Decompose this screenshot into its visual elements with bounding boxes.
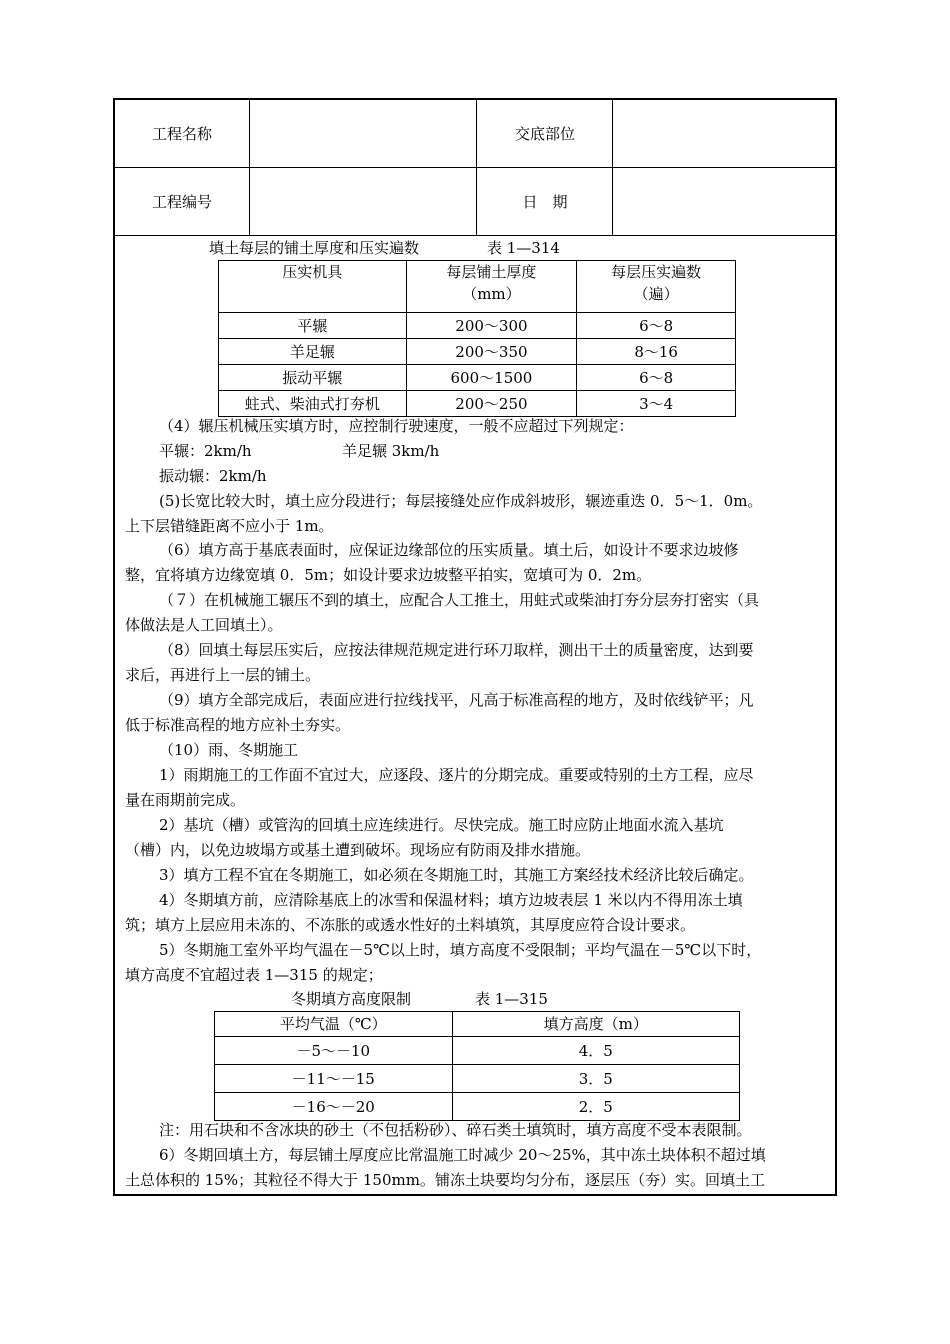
table-header-cell: 平均气温（℃） <box>215 1012 453 1037</box>
table-header-cell: 填方高度（m） <box>452 1012 739 1037</box>
paragraph-line: 振动辗：2km/h <box>159 467 267 485</box>
paragraph-line: （10）雨、冬期施工 <box>159 741 299 759</box>
document-frame <box>113 98 837 1196</box>
table1-caption: 填土每层的铺土厚度和压实遍数 <box>209 239 420 257</box>
paragraph-line: 求后，再进行上一层的铺土。 <box>125 666 321 684</box>
paragraph-line: （9）填方全部完成后，表面应进行拉线找平，凡高于标准高程的地方，及时依线铲平；凡 <box>159 691 754 709</box>
paragraph-line: 低于标准高程的地方应补土夯实。 <box>125 716 351 734</box>
paragraph-line: 5）冬期施工室外平均气温在－5℃以上时，填方高度不受限制；平均气温在－5℃以下时， <box>159 941 762 959</box>
project-name-label: 工程名称 <box>115 100 250 167</box>
table-header-cell: 每层铺土厚度 （mm） <box>406 261 577 313</box>
table2-number: 表 1—315 <box>475 990 548 1008</box>
paragraph-line: 体做法是人工回填土）。 <box>125 616 283 634</box>
header-row-2 <box>115 168 835 236</box>
paragraph-line: 土总体积的 15%；其粒径不得大于 150mm。铺冻土块要均匀分布，逐层压（夯）实。回填土工 <box>125 1171 765 1189</box>
note-line: 注：用石块和不含冰块的砂土（不包括粉砂）、碎石类土填筑时，填方高度不受本表限制。 <box>159 1121 752 1139</box>
paragraph-line: 上下层错缝距离不应小于 1m。 <box>125 517 334 535</box>
table-cell: 200～350 <box>406 339 577 365</box>
table-cell: －16～－20 <box>215 1093 453 1121</box>
paragraph-line: 平辗：2km/h <box>159 442 252 460</box>
paragraph-line: （6）填方高于基底表面时，应保证边缘部位的压实质量。填土后，如设计不要求边坡修 <box>159 541 739 559</box>
table-cell: －11～－15 <box>215 1065 453 1093</box>
table1-number: 表 1—314 <box>487 239 560 257</box>
header-row-1 <box>115 100 835 168</box>
table-cell: 蛀式、柴油式打夯机 <box>219 391 407 417</box>
paragraph-line: （槽）内，以免边坡塌方或基土遭到破坏。现场应有防雨及排水措施。 <box>125 841 591 859</box>
table-row <box>215 1065 740 1093</box>
paragraph-line: 羊足辗 3km/h <box>342 442 440 460</box>
table-cell: 3．5 <box>452 1065 739 1093</box>
table-row <box>219 339 736 365</box>
paragraph-line: 4）冬期填方前，应清除基底上的冰雪和保温材料；填方边坡表层 1 米以内不得用冻土填 <box>159 891 743 909</box>
table2-caption: 冬期填方高度限制 <box>291 990 412 1008</box>
table-cell: 羊足辗 <box>219 339 407 365</box>
table-cell: 平辗 <box>219 313 407 339</box>
table-cell: －5～－10 <box>215 1037 453 1065</box>
table-row <box>215 1093 740 1121</box>
table-header-cell: 压实机具 <box>219 261 407 313</box>
paragraph-line: 整，宜将填方边缘宽填 0．5m；如设计要求边坡整平拍实，宽填可为 0．2m。 <box>125 566 652 584</box>
project-number-label: 工程编号 <box>115 168 250 235</box>
winter-fill-table <box>214 1011 740 1121</box>
paragraph-line: 填方高度不宜超过表 1—315 的规定； <box>125 966 383 984</box>
handover-part-label: 交底部位 <box>478 100 613 167</box>
table-row <box>219 391 736 417</box>
date-label: 日 期 <box>478 168 613 235</box>
table-row <box>219 313 736 339</box>
project-number-value[interactable] <box>251 168 477 235</box>
paragraph-line: 2）基坑（槽）或管沟的回填土应连续进行。尽快完成。施工时应防止地面水流入基坑 <box>159 816 724 834</box>
table-header-row <box>219 261 736 313</box>
date-value[interactable] <box>614 168 835 235</box>
table-cell: 8～16 <box>577 339 736 365</box>
table-cell: 3～4 <box>577 391 736 417</box>
table-cell: 200～300 <box>406 313 577 339</box>
table-cell: 600～1500 <box>406 365 577 391</box>
table-cell: 2．5 <box>452 1093 739 1121</box>
table-row <box>219 365 736 391</box>
handover-part-value[interactable] <box>614 100 835 167</box>
compaction-table <box>218 260 736 417</box>
table-cell: 200～250 <box>406 391 577 417</box>
table-header-cell: 每层压实遍数 （遍） <box>577 261 736 313</box>
table-cell: 4．5 <box>452 1037 739 1065</box>
table-header-row <box>215 1012 740 1037</box>
table-cell: 6～8 <box>577 365 736 391</box>
paragraph-line: 量在雨期前完成。 <box>125 791 246 809</box>
project-name-value[interactable] <box>251 100 477 167</box>
paragraph-line: （７）在机械施工辗压不到的填土，应配合人工推土，用蛀式或柴油打夯分层夯打密实（具 <box>159 591 760 609</box>
table-row <box>215 1037 740 1065</box>
paragraph-line: 6）冬期回填土方，每层铺土厚度应比常温施工时减少 20～25%，其中冻土块体积不超过填 <box>159 1146 766 1164</box>
paragraph-line: 筑；填方上层应用未冻的、不冻胀的或透水性好的土料填筑，其厚度应符合设计要求。 <box>125 916 696 934</box>
paragraph-line: 1）雨期施工的工作面不宜过大，应逐段、逐片的分期完成。重要或特别的土方工程，应尽 <box>159 766 754 784</box>
paragraph-line: （8）回填土每层压实后，应按法律规范规定进行环刀取样，测出干土的质量密度，达到要 <box>159 641 754 659</box>
table-cell: 振动平辗 <box>219 365 407 391</box>
paragraph-line: (5)长宽比较大时，填土应分段进行；每层接缝处应作成斜坡形，辗迹重迭 0．5～1．0m。 <box>159 492 763 510</box>
paragraph-line: 3）填方工程不宜在冬期施工，如必须在冬期施工时，其施工方案经技术经济比较后确定。 <box>159 866 754 884</box>
table-cell: 6～8 <box>577 313 736 339</box>
paragraph-line: （4）辗压机械压实填方时，应控制行驶速度，一般不应超过下列规定： <box>159 417 634 435</box>
